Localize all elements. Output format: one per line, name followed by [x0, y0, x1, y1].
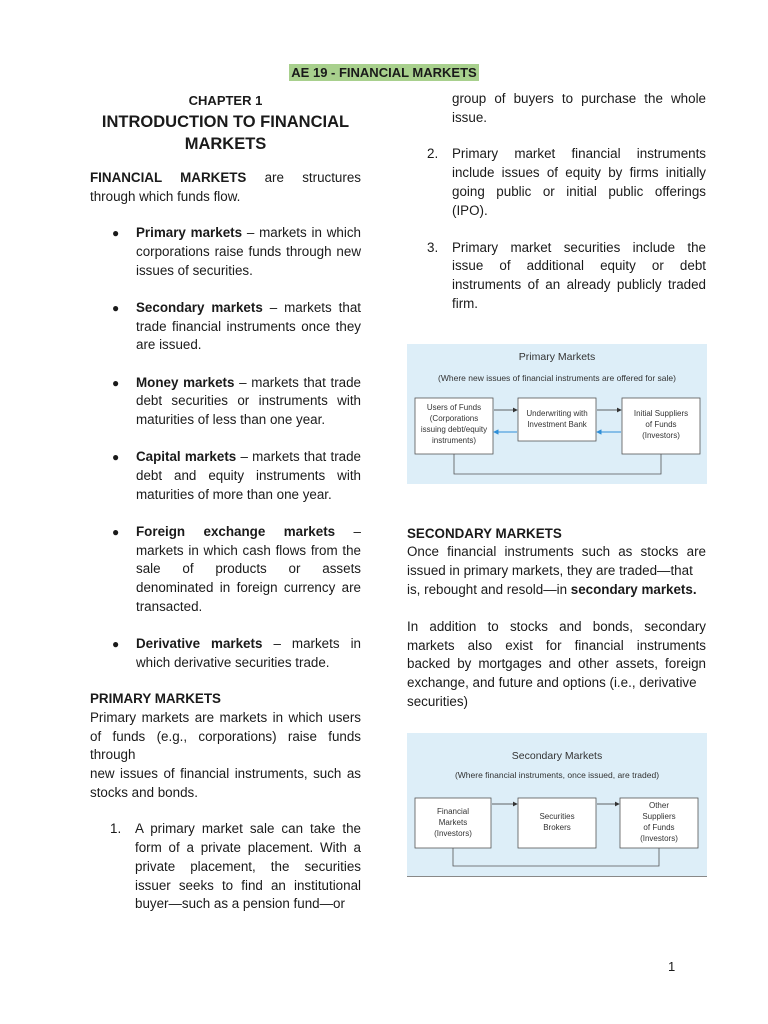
diagram-title: Primary Markets: [518, 350, 596, 363]
primary-markets-diagram: [407, 344, 707, 484]
list-item-text: – markets that trade debt and equity instruments with maturities of more than one year.: [136, 449, 362, 502]
secondary-paragraph-b: [407, 581, 706, 600]
box-label: of Funds: [645, 419, 677, 429]
chapter-label: CHAPTER 1: [188, 93, 263, 108]
item-text: Primary market securities include the issue of additional equity or debt instruments of an already publicly traded firm.: [452, 239, 706, 311]
list-item-term: Capital markets: [136, 449, 237, 465]
box-label: (Investors): [642, 430, 680, 440]
list-item: [90, 523, 361, 617]
item-number: 3.: [427, 239, 439, 255]
chapter-title: INTRODUCTION TO FINANCIAL MARKETS: [101, 113, 350, 153]
bullet-icon: ●: [112, 636, 120, 651]
box-label: Users of Funds: [426, 402, 482, 412]
list-item-text: – markets that trade financial instruments once they are issued.: [136, 300, 361, 353]
bullet-icon: ●: [112, 226, 120, 241]
connector-line: [453, 848, 659, 866]
intro-text: are structures through which funds flow.: [90, 170, 361, 204]
primary-paragraph-line2: new issues of financial instruments, such as stocks and bonds.: [90, 766, 361, 800]
market-types-list: [90, 224, 361, 672]
secondary-paragraph-2b: securities): [407, 693, 469, 709]
primary-markets-heading: PRIMARY MARKETS: [90, 691, 221, 707]
connector-line: [454, 454, 661, 474]
box-label: Securities: [539, 812, 575, 822]
primary-paragraph-line1: Primary markets are markets in which users of funds (e.g., corporations) raise funds through: [90, 709, 361, 763]
item-number: 2.: [427, 146, 439, 162]
item-text: A primary market sale can take the form of a private placement. With a private placement, the securities issuer seeks to find an institutional buyer—such as a pension fund—or: [135, 821, 361, 912]
primary-items-list-cont: [407, 145, 706, 313]
bullet-icon: ●: [112, 301, 120, 316]
primary-diagram-svg: [407, 344, 707, 484]
left-column: [90, 90, 361, 914]
secondary-paragraph-a: Once financial instruments such as stocks are issued in primary markets, they are traded—that: [407, 544, 706, 578]
primary-items-list: [90, 820, 361, 914]
diagram-title: Secondary Markets: [511, 750, 603, 763]
box-label: (Investors): [434, 829, 472, 839]
list-item-term: Money markets: [136, 374, 235, 390]
document-header: [0, 64, 768, 83]
list-item: [90, 820, 361, 914]
box-label: issuing debt/equity: [420, 424, 488, 434]
item-continuation: group of buyers to purchase the whole issue.: [452, 91, 706, 125]
box-label: Markets: [438, 818, 468, 828]
intro-paragraph: [90, 169, 361, 206]
bullet-icon: ●: [112, 524, 120, 539]
secondary-markets-heading: SECONDARY MARKETS: [407, 525, 562, 541]
secondary-paragraph-2a: In addition to stocks and bonds, secondary markets also exist for financial instruments backed by mortgages and other assets, foreign exchange, and future and options (i.e., derivative: [407, 618, 706, 690]
list-item-text: – markets that trade debt securities or instruments with maturities of less than one year.: [136, 374, 361, 428]
right-column: [407, 90, 706, 877]
box-label: Brokers: [543, 823, 571, 833]
box-label: Initial Suppliers: [633, 408, 689, 418]
box-label: Other: [648, 801, 670, 811]
secondary-diagram-svg: [407, 733, 707, 876]
box-label: Investment Bank: [527, 419, 587, 429]
diagram-subtitle: (Where financial instruments, once issued, are traded): [454, 770, 660, 781]
list-item: [90, 448, 361, 504]
box-label: Financial: [436, 807, 470, 817]
box-label: Suppliers: [642, 812, 676, 822]
list-item: [90, 224, 361, 280]
box-label: Underwriting with: [526, 408, 588, 418]
page-number: 1: [668, 959, 676, 974]
item-text: Primary market financial instruments include issues of equity by firms initially going public or initial public offerings (IPO).: [452, 146, 706, 218]
intro-term: FINANCIAL MARKETS: [90, 170, 247, 185]
item-number: 1.: [110, 821, 122, 837]
secondary-markets-diagram: [407, 733, 707, 877]
list-item: [407, 239, 706, 314]
box-label: (Corporations: [429, 413, 479, 423]
box-label: of Funds: [643, 823, 675, 833]
bullet-icon: ●: [112, 375, 120, 390]
header-highlight: AE 19 - FINANCIAL MARKETS: [291, 65, 477, 80]
list-item: [90, 635, 361, 672]
list-item-term: Foreign exchange markets: [136, 523, 336, 539]
secondary-term: secondary markets.: [570, 581, 697, 597]
list-item-term: Derivative markets: [136, 635, 263, 651]
list-item-term: Secondary markets: [136, 300, 263, 316]
bullet-icon: ●: [112, 450, 120, 465]
list-item-term: Primary markets: [136, 225, 243, 241]
list-item-text: – markets in which derivative securities trade.: [136, 635, 361, 670]
list-item: [90, 299, 361, 355]
list-item-text: – markets in which corporations raise funds through new issues of securities.: [136, 225, 361, 278]
list-item-text: – markets in which cash flows from the sale of products or assets denominated in foreign currency are transacted.: [136, 523, 361, 614]
box-label: instruments): [431, 435, 477, 445]
list-item: [90, 374, 361, 430]
list-item: [407, 145, 706, 220]
box-label: (Investors): [640, 834, 678, 844]
diagram-subtitle: (Where new issues of financial instruments are offered for sale): [438, 372, 676, 383]
secondary-paragraph-b-text: is, rebought and resold—in: [407, 581, 571, 597]
